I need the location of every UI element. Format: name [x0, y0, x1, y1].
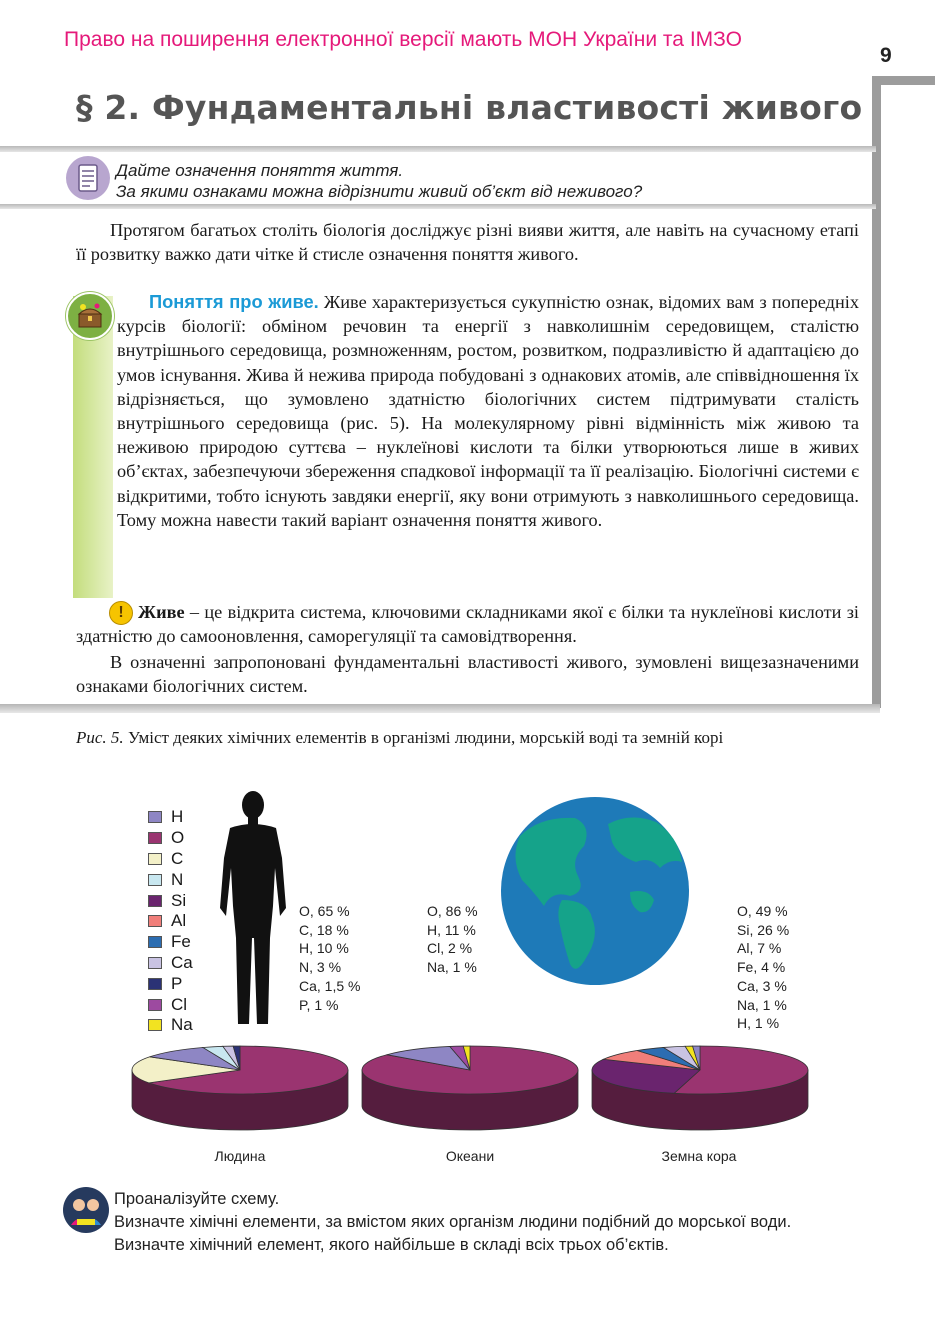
treasure-chest-icon: [66, 292, 114, 340]
legend-swatch: [148, 832, 162, 844]
stat-line: Si, 26 %: [737, 921, 790, 938]
definition-paragraph: [76, 600, 859, 648]
task-line-3: Визначте хімічний елемент, якого найбільше в складі всіх трьох об’єктів.: [114, 1236, 669, 1254]
pie-label-crust: Земна кора: [661, 1148, 737, 1164]
stat-line: H, 11 %: [427, 921, 476, 938]
crust-element-stats: [737, 902, 789, 1033]
stat-line: O, 86 %: [427, 903, 478, 919]
ocean-element-stats: [427, 902, 478, 977]
rights-notice: Право на поширення електронної версії мають МОН України та ІМЗО: [64, 28, 742, 51]
stat-line: H, 10 %: [299, 940, 349, 957]
stat-line: Ca, 3 %: [737, 977, 787, 994]
legend-label: H: [171, 807, 184, 827]
task-line-1: Проаналізуйте схему.: [114, 1190, 280, 1208]
legend-item: [148, 807, 193, 828]
paragraph-conclusion: В означенні запропоновані фундаментальні властивості живого, зумовлені вищезазначеними ознаками біологічних систем.: [76, 652, 859, 697]
element-pie-charts: [0, 1030, 935, 1150]
section-title: § 2. Фундаментальні властивості живого: [76, 88, 863, 127]
stat-line: Fe, 4 %: [737, 959, 786, 976]
definition-term: Живе: [138, 602, 185, 622]
legend-label: Ca: [171, 952, 193, 972]
concept-text: Живе характеризується сукупністю ознак, відомих вам з попередніх курсів біології: обміном речовин та енергії з навколишнім середовищем, сталістю внутрішнього середовища, розмноженням, ростом, розвитком, подразливістю й адаптацією до умов існування. Жива й нежива природа побудовані з однакових атомів, але співвідношення їх відрізняється, що зумовлено здатністю біологічних систем підтримувати сталість внутрішнього середовища (рис. 5). На молекулярному рівні відмінність між живою та неживою природою суттєва – нуклеїнові кислоти та білки утворюються лише в живих об’єктах, забезпечуючи збереження спадкової інформації та її реалізацію. Біологічні системи є відкритими, тобто існують завдяки енергії, яку вони отримують з навколишнього середовища. Тому можна навести такий варіант означення поняття живого.: [117, 292, 859, 530]
legend-label: Na: [171, 1015, 193, 1035]
paragraph-intro: Протягом багатьох століть біологія досліджує різні вияви життя, але навіть на сучасному етапі її розвитку важко дати чітке й стисле означення поняття живого.: [76, 220, 859, 265]
legend-swatch: [148, 936, 162, 948]
earth-globe-icon: [500, 796, 690, 986]
students-icon: [63, 1187, 109, 1233]
stat-line: Cl, 2 %: [427, 940, 473, 957]
legend-swatch: [148, 874, 162, 886]
human-element-stats: [299, 902, 360, 1014]
legend-item: [148, 828, 193, 849]
legend-swatch: [148, 895, 162, 907]
stat-line: P, 1 %: [299, 996, 339, 1013]
figure-caption: [76, 727, 866, 748]
legend-label: Fe: [171, 932, 191, 952]
legend-item: [148, 849, 193, 870]
legend-label: N: [171, 869, 184, 889]
legend-item: [148, 953, 193, 974]
question-2: За якими ознаками можна відрізнити живий об’єкт від неживого?: [116, 182, 643, 201]
stat-line: Ca, 1,5 %: [299, 977, 361, 994]
page-frame-right: [872, 76, 881, 708]
questions-divider: [0, 204, 876, 209]
paragraph-concept: [117, 290, 859, 532]
legend-item: [148, 994, 193, 1015]
legend-label: Si: [171, 890, 187, 910]
stat-line: O, 49 %: [737, 903, 788, 919]
legend-item: [148, 869, 193, 890]
legend-label: Cl: [171, 994, 188, 1014]
stat-line: Na, 1 %: [427, 959, 477, 976]
legend-label: C: [171, 848, 184, 868]
stat-line: H, 1 %: [737, 1015, 780, 1032]
stat-line: Al, 7 %: [737, 940, 782, 957]
legend-item: [148, 932, 193, 953]
title-divider: [0, 146, 876, 152]
legend-label: O: [171, 828, 185, 848]
page-frame-bottom: [0, 704, 880, 713]
legend-label: Al: [171, 911, 187, 931]
legend-swatch: [148, 811, 162, 823]
stat-line: Na, 1 %: [737, 996, 787, 1013]
stat-line: N, 3 %: [299, 959, 342, 976]
chart-legend: [148, 807, 193, 1036]
task-block: [114, 1188, 791, 1257]
page-number: 9: [880, 44, 892, 67]
caption-text: Уміст деяких хімічних елементів в організмі людини, морській воді та земній корі: [123, 728, 724, 747]
task-line-2: Визначте хімічні елементи, за вмістом яких організм людини подібний до морської води.: [114, 1213, 792, 1231]
legend-swatch: [148, 978, 162, 990]
question-1: Дайте означення поняття життя.: [116, 161, 404, 180]
legend-swatch: [148, 957, 162, 969]
pie-label-human: Людина: [214, 1148, 266, 1164]
definition-text: – це відкрита система, ключовими складниками якої є білки та нуклеїнові кислоти зі здатністю до самооновлення, саморегуляції та самовідтворення.: [76, 602, 859, 647]
stat-line: C, 18 %: [299, 921, 349, 938]
legend-label: P: [171, 973, 183, 993]
pie-label-ocean: Океани: [445, 1148, 495, 1164]
legend-item: [148, 973, 193, 994]
concept-heading: Поняття про живе.: [149, 291, 319, 312]
caption-label: Рис. 5.: [76, 728, 124, 747]
exclamation-icon: !: [109, 601, 133, 625]
checklist-icon: [66, 156, 110, 200]
human-silhouette-icon: [212, 788, 294, 1028]
stat-line: O, 65 %: [299, 903, 350, 919]
page-frame-top: [872, 76, 935, 85]
legend-item: [148, 911, 193, 932]
intro-questions: [116, 160, 642, 202]
legend-swatch: [148, 915, 162, 927]
legend-swatch: [148, 999, 162, 1011]
legend-item: [148, 890, 193, 911]
legend-swatch: [148, 853, 162, 865]
